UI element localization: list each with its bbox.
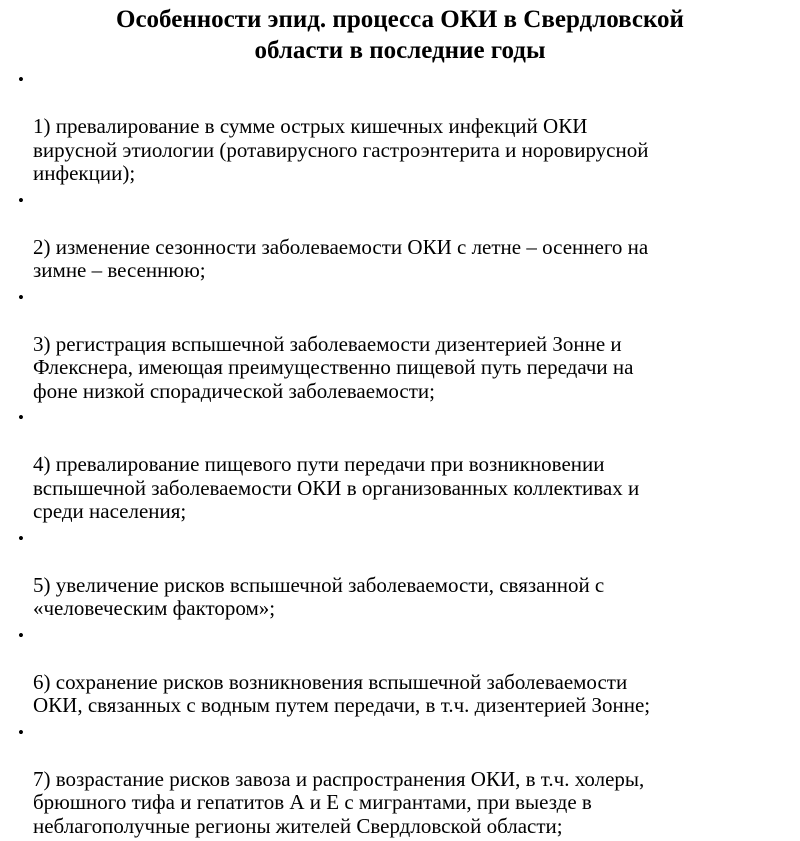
bullet-icon: • xyxy=(18,408,24,427)
list-item-text: 6) сохранение рисков возникновения вспышечной заболеваемости ОКИ, связанных с водным путем передачи, в т.ч. дизентерией Зонне; xyxy=(33,669,651,717)
list-item xyxy=(18,624,778,718)
slide-title-text: Особенности эпид. процесса ОКИ в Свердловской области в последние годы xyxy=(116,6,684,64)
bullet-icon: • xyxy=(18,287,24,307)
list-item xyxy=(18,189,778,283)
slide-title xyxy=(40,4,760,66)
list-item xyxy=(18,406,778,524)
bullet-icon: • xyxy=(18,70,24,89)
list-item-text: 5) увеличение рисков вспышечной заболеваемости, связанной с «человеческим фактором»; xyxy=(33,572,605,620)
list-item-text: 1) превалирование в сумме острых кишечных инфекций ОКИ вирусной этиологии (ротавирусного гастроэнтерита и норовирусной инфекции); xyxy=(33,114,649,185)
list-item-text: 3) регистрация вспышечной заболеваемости дизентерией Зонне и Флекснера, имеющая преимущественно пищевой путь передачи на фоне низкой спорадической заболеваемости; xyxy=(33,331,634,403)
list-item-text: 7) возрастание рисков завоза и распространения ОКИ, в т.ч. холеры, брюшного тифа и гепатитов А и Е с мигрантами, при выезде в неблагополучные регионы жителей Свердловской области; xyxy=(33,766,645,838)
list-item-text: 2) изменение сезонности заболеваемости ОКИ с летне – осеннего на зимне – весеннюю; xyxy=(33,234,649,282)
bullet-icon: • xyxy=(18,625,24,645)
bullet-list xyxy=(18,68,778,841)
bullet-icon: • xyxy=(18,528,24,548)
list-item xyxy=(18,721,778,839)
list-item xyxy=(18,68,778,186)
list-item-text: 4) превалирование пищевого пути передачи при возникновении вспышечной заболеваемости ОКИ в организованных коллективах и среди населения; xyxy=(33,452,640,523)
list-item xyxy=(18,286,778,404)
list-item xyxy=(18,527,778,621)
bullet-icon: • xyxy=(18,190,24,210)
bullet-icon: • xyxy=(18,722,24,742)
